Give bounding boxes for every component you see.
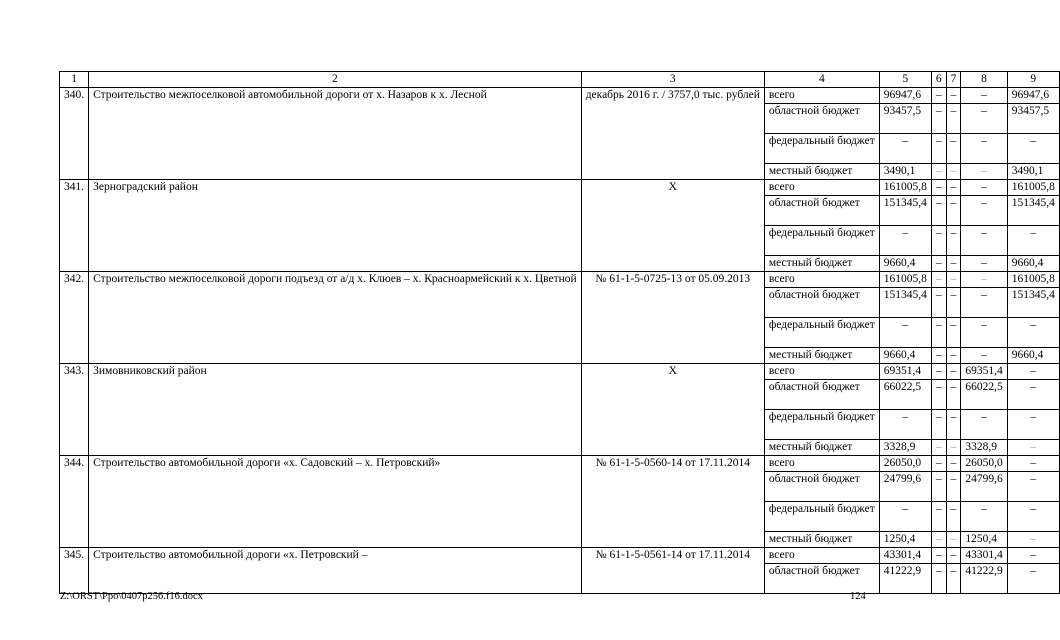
value-cell-8: 1250,4	[961, 532, 1007, 548]
value-cell-8: –	[961, 502, 1007, 532]
value-cell-6: –	[931, 502, 946, 532]
value-cell-5: 66022,5	[879, 380, 931, 410]
value-cell-5: –	[879, 410, 931, 440]
value-cell-9: 161005,8	[1007, 272, 1059, 288]
value-cell-7: –	[946, 440, 961, 456]
budget-label: областной бюджет	[764, 564, 879, 594]
value-cell-7: –	[946, 180, 961, 196]
budget-label: всего	[764, 180, 879, 196]
value-cell-7: –	[946, 364, 961, 380]
value-cell-7: –	[946, 318, 961, 348]
value-cell-7: –	[946, 196, 961, 226]
value-cell-6: –	[931, 272, 946, 288]
item-name: Зимовниковский район	[89, 364, 582, 456]
value-cell-9: 96947,6	[1007, 88, 1059, 104]
value-cell-5: –	[879, 134, 931, 164]
value-cell-7: –	[946, 532, 961, 548]
value-cell-9: –	[1007, 456, 1059, 472]
value-cell-7: –	[946, 548, 961, 564]
budget-label: всего	[764, 548, 879, 564]
budget-label: областной бюджет	[764, 288, 879, 318]
value-cell-8: –	[961, 134, 1007, 164]
value-cell-9: –	[1007, 502, 1059, 532]
budget-label: местный бюджет	[764, 256, 879, 272]
item-reference: № 61-1-5-0561-14 от 17.11.2014	[581, 548, 764, 594]
value-cell-9: –	[1007, 318, 1059, 348]
value-cell-6: –	[931, 88, 946, 104]
budget-label: местный бюджет	[764, 440, 879, 456]
table-row	[60, 88, 1060, 104]
budget-label: местный бюджет	[764, 348, 879, 364]
file-path: Z:\ORST\Ppo\0407p256.f16.docx	[60, 591, 203, 602]
col-header: 9	[1007, 72, 1059, 88]
item-number: 342.	[60, 272, 89, 364]
value-cell-9: –	[1007, 226, 1059, 256]
value-cell-9: 3490,1	[1007, 164, 1059, 180]
col-header: 4	[764, 72, 879, 88]
table-row	[60, 364, 1060, 380]
col-header: 3	[581, 72, 764, 88]
table-row	[60, 456, 1060, 472]
table-row	[60, 272, 1060, 288]
value-cell-9: 9660,4	[1007, 256, 1059, 272]
value-cell-8: –	[961, 272, 1007, 288]
value-cell-6: –	[931, 440, 946, 456]
value-cell-7: –	[946, 288, 961, 318]
value-cell-6: –	[931, 532, 946, 548]
budget-label: областной бюджет	[764, 380, 879, 410]
item-reference: Х	[581, 364, 764, 456]
value-cell-9: –	[1007, 548, 1059, 564]
budget-label: областной бюджет	[764, 104, 879, 134]
header-row	[60, 72, 1060, 88]
value-cell-7: –	[946, 164, 961, 180]
item-reference: декабрь 2016 г. / 3757,0 тыс. рублей	[581, 88, 764, 180]
value-cell-6: –	[931, 564, 946, 594]
col-header: 5	[879, 72, 931, 88]
value-cell-6: –	[931, 134, 946, 164]
value-cell-5: 9660,4	[879, 348, 931, 364]
value-cell-6: –	[931, 548, 946, 564]
value-cell-7: –	[946, 380, 961, 410]
item-reference: Х	[581, 180, 764, 272]
value-cell-8: 26050,0	[961, 456, 1007, 472]
budget-label: всего	[764, 88, 879, 104]
col-header: 6	[931, 72, 946, 88]
item-name: Строительство межпоселковой автомобильной дороги от х. Назаров к х. Лесной	[89, 88, 582, 180]
value-cell-9: 151345,4	[1007, 288, 1059, 318]
item-number: 340.	[60, 88, 89, 180]
value-cell-8: 66022,5	[961, 380, 1007, 410]
value-cell-8: 3328,9	[961, 440, 1007, 456]
value-cell-9: –	[1007, 134, 1059, 164]
value-cell-5: 3328,9	[879, 440, 931, 456]
budget-label: местный бюджет	[764, 532, 879, 548]
value-cell-6: –	[931, 256, 946, 272]
item-name: Строительство межпоселковой дороги подъезд от а/д х. Клюев – х. Красноармейский к х. Цветной	[89, 272, 582, 364]
value-cell-5: 26050,0	[879, 456, 931, 472]
item-reference: № 61-1-5-0560-14 от 17.11.2014	[581, 456, 764, 548]
value-cell-5: 151345,4	[879, 288, 931, 318]
col-header: 7	[946, 72, 961, 88]
item-name: Строительство автомобильной дороги «х. Петровский –	[89, 548, 582, 594]
value-cell-9: 161005,8	[1007, 180, 1059, 196]
budget-label: федеральный бюджет	[764, 318, 879, 348]
value-cell-6: –	[931, 364, 946, 380]
value-cell-9: –	[1007, 440, 1059, 456]
page-number: 124	[850, 591, 866, 602]
value-cell-7: –	[946, 104, 961, 134]
value-cell-6: –	[931, 410, 946, 440]
budget-label: областной бюджет	[764, 196, 879, 226]
value-cell-9: –	[1007, 380, 1059, 410]
value-cell-9: –	[1007, 410, 1059, 440]
value-cell-6: –	[931, 180, 946, 196]
col-header: 1	[60, 72, 89, 88]
budget-label: всего	[764, 364, 879, 380]
value-cell-5: –	[879, 502, 931, 532]
value-cell-5: 43301,4	[879, 548, 931, 564]
value-cell-5: 9660,4	[879, 256, 931, 272]
value-cell-7: –	[946, 502, 961, 532]
value-cell-5: 93457,5	[879, 104, 931, 134]
value-cell-7: –	[946, 472, 961, 502]
value-cell-6: –	[931, 472, 946, 502]
value-cell-8: –	[961, 348, 1007, 364]
value-cell-5: 41222,9	[879, 564, 931, 594]
value-cell-8: –	[961, 196, 1007, 226]
value-cell-6: –	[931, 318, 946, 348]
value-cell-9: –	[1007, 472, 1059, 502]
value-cell-7: –	[946, 226, 961, 256]
value-cell-5: 151345,4	[879, 196, 931, 226]
budget-label: федеральный бюджет	[764, 502, 879, 532]
budget-label: федеральный бюджет	[764, 134, 879, 164]
budget-label: областной бюджет	[764, 472, 879, 502]
budget-label: федеральный бюджет	[764, 226, 879, 256]
value-cell-8: 69351,4	[961, 364, 1007, 380]
value-cell-5: 69351,4	[879, 364, 931, 380]
item-number: 343.	[60, 364, 89, 456]
value-cell-8: –	[961, 410, 1007, 440]
value-cell-5: 161005,8	[879, 272, 931, 288]
value-cell-6: –	[931, 288, 946, 318]
value-cell-5: 24799,6	[879, 472, 931, 502]
value-cell-9: –	[1007, 564, 1059, 594]
value-cell-7: –	[946, 88, 961, 104]
value-cell-8: 41222,9	[961, 564, 1007, 594]
value-cell-7: –	[946, 134, 961, 164]
value-cell-5: –	[879, 318, 931, 348]
table-row	[60, 548, 1060, 564]
value-cell-9: –	[1007, 532, 1059, 548]
value-cell-5: 3490,1	[879, 164, 931, 180]
value-cell-7: –	[946, 348, 961, 364]
value-cell-6: –	[931, 226, 946, 256]
value-cell-5: 161005,8	[879, 180, 931, 196]
budget-label: всего	[764, 456, 879, 472]
value-cell-5: 1250,4	[879, 532, 931, 548]
value-cell-9: –	[1007, 364, 1059, 380]
value-cell-6: –	[931, 380, 946, 410]
value-cell-8: –	[961, 318, 1007, 348]
value-cell-8: –	[961, 88, 1007, 104]
value-cell-8: 24799,6	[961, 472, 1007, 502]
value-cell-9: 151345,4	[1007, 196, 1059, 226]
value-cell-5: –	[879, 226, 931, 256]
value-cell-7: –	[946, 564, 961, 594]
col-header: 8	[961, 72, 1007, 88]
value-cell-6: –	[931, 196, 946, 226]
value-cell-6: –	[931, 348, 946, 364]
item-name: Строительство автомобильной дороги «х. Садовский – х. Петровский»	[89, 456, 582, 548]
item-number: 345.	[60, 548, 89, 594]
value-cell-6: –	[931, 456, 946, 472]
value-cell-8: –	[961, 104, 1007, 134]
value-cell-8: 43301,4	[961, 548, 1007, 564]
value-cell-7: –	[946, 456, 961, 472]
budget-table	[59, 71, 1060, 594]
value-cell-8: –	[961, 256, 1007, 272]
value-cell-8: –	[961, 164, 1007, 180]
budget-label: местный бюджет	[764, 164, 879, 180]
budget-label: всего	[764, 272, 879, 288]
col-header: 2	[89, 72, 582, 88]
value-cell-8: –	[961, 180, 1007, 196]
budget-label: федеральный бюджет	[764, 410, 879, 440]
value-cell-5: 96947,6	[879, 88, 931, 104]
value-cell-9: 93457,5	[1007, 104, 1059, 134]
value-cell-7: –	[946, 256, 961, 272]
value-cell-8: –	[961, 288, 1007, 318]
value-cell-7: –	[946, 272, 961, 288]
table-row	[60, 180, 1060, 196]
item-reference: № 61-1-5-0725-13 от 05.09.2013	[581, 272, 764, 364]
item-number: 344.	[60, 456, 89, 548]
value-cell-7: –	[946, 410, 961, 440]
item-number: 341.	[60, 180, 89, 272]
value-cell-6: –	[931, 104, 946, 134]
value-cell-9: 9660,4	[1007, 348, 1059, 364]
value-cell-8: –	[961, 226, 1007, 256]
value-cell-6: –	[931, 164, 946, 180]
item-name: Зерноградский район	[89, 180, 582, 272]
